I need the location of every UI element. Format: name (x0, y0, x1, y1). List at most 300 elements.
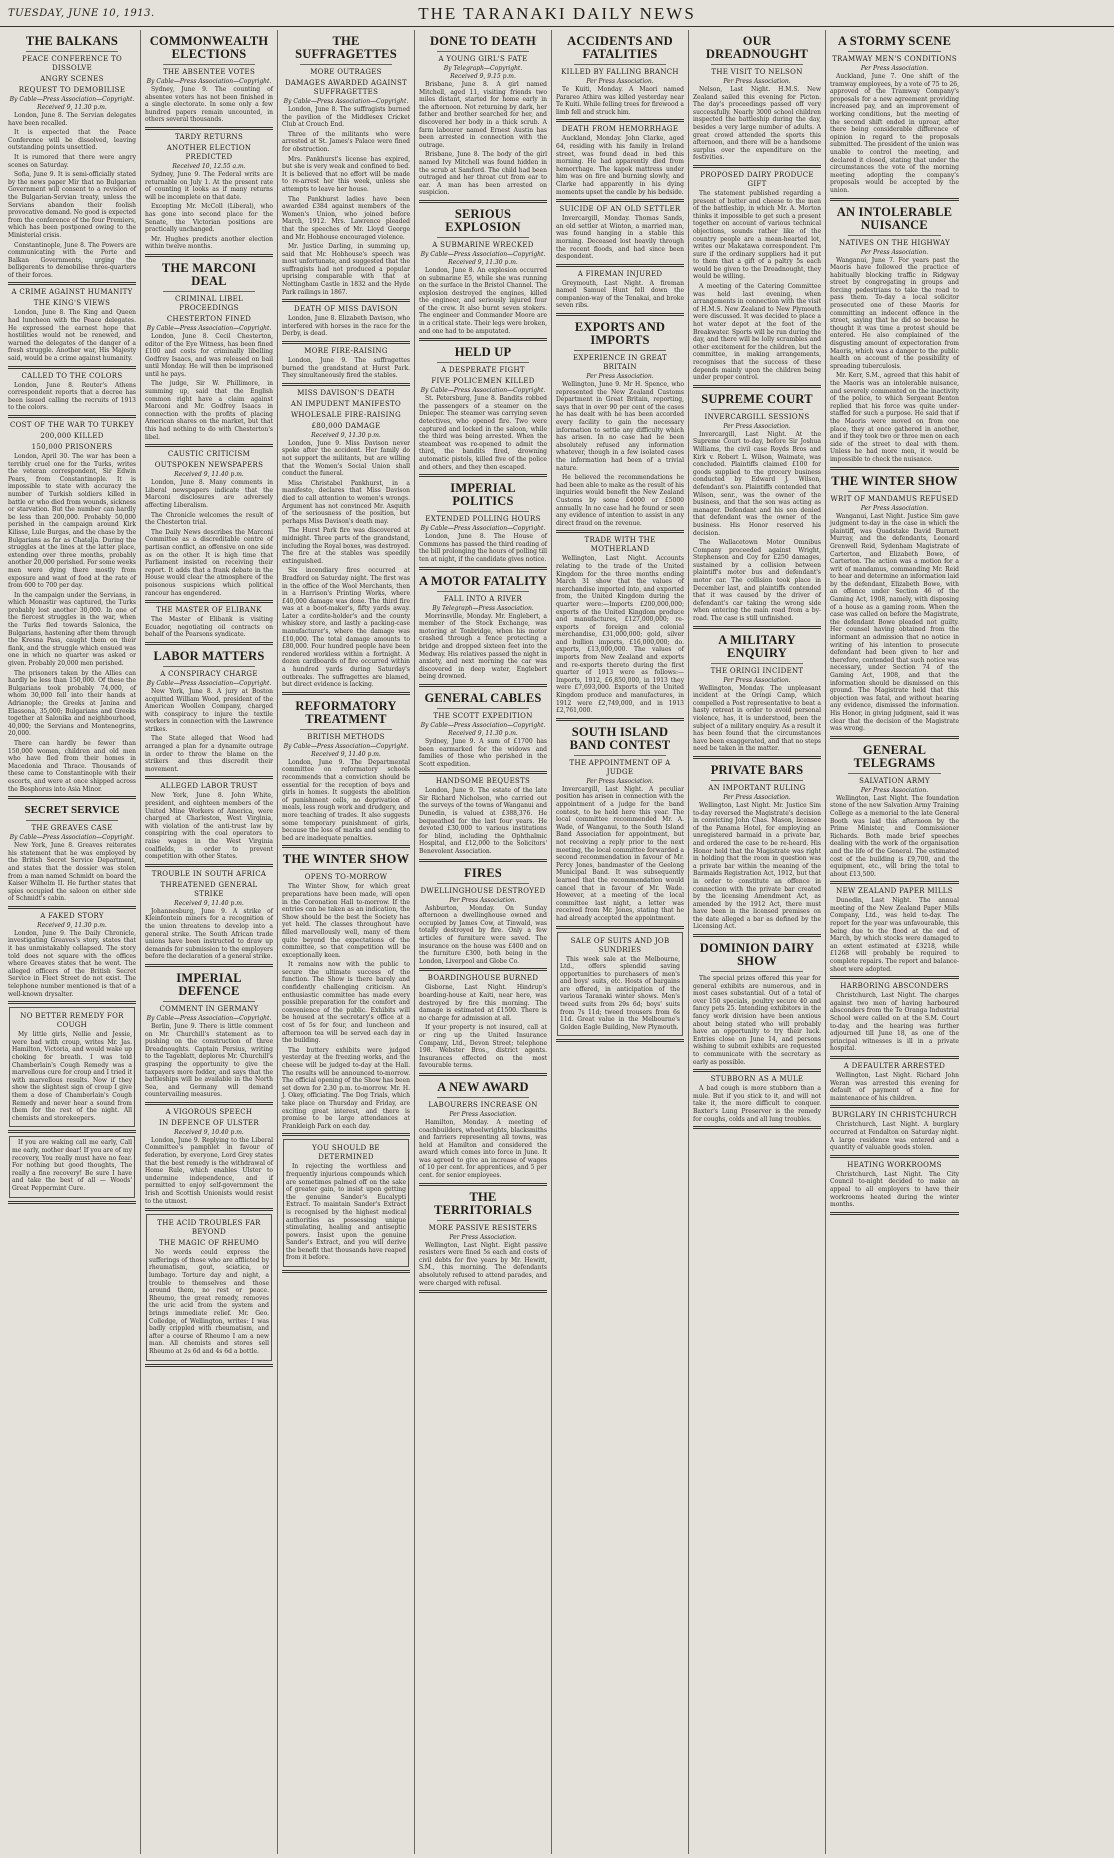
paragraph: A meeting of the Catering Committee was held last evening, when arrangements in connection with the visit of H.M.S. New Zealand to New Plymouth were discussed. It was decided to place a hot water depot at the foot of the Breakwater. Sports will be run during the day, and there will be lolly scrambles and other excitement for the children, but the committee, in making arrangements, recognises that the success of these depends mainly upon the children being under proper control. (693, 283, 821, 382)
article-divider (419, 338, 547, 341)
paragraph: If you are waking call me early, Call me early, mother dear! If you are of my recovery, You really must have no fear. For nothing but good thoughts, The really a fine recovery! Be sure I have and take the best of all — Woods' Great Peppermint Cure. (12, 1139, 132, 1192)
subheading: MISS DAVISON'S DEATH (297, 388, 395, 397)
headline-rule (437, 591, 529, 592)
article (693, 634, 821, 753)
paragraph: London, June 8. Elizabeth Davison, who interfered with horses in the race for the Derby, is dead. (282, 315, 410, 338)
paragraph: Sydney, June 9. A sum of £1700 has been earmarked for the widows and families of those who perished in the Scott expedition. (419, 737, 547, 768)
news-columns (4, 30, 1110, 1854)
paragraph: Sydney, June 9. The Federal writs are returnable on July 1. At the present rate of counting it looks as if many returns will be incomplete on that date. (145, 170, 273, 201)
article-divider (556, 313, 684, 316)
article-divider (693, 756, 821, 759)
headline-rule (437, 883, 529, 884)
paragraph: Berlin, June 9. There is little comment on Mr. Churchill's statement as to pushing on the construction of three Dreadnoughts. Captain Persius, writing to the Tageblatt, deplores Mr. Churchill's grasping the opportunity to give the taxpayers more fodder, and says that the battleships will be available in the North Sea, and Germany will demand countervailing measures. (145, 1022, 273, 1099)
paragraph: Dunedin, Last Night. The annual meeting of the New Zealand Paper Mills Company, Ltd., was held to-day. The report for the year was unfavourable, this being due to the flood at the end of March, by which stocks were damaged to an extent estimated at £3218, while £1268 will probably be required to complete repairs. The report and balance-sheet were adopted. (830, 897, 959, 973)
paragraph: Brisbane, June 8. A girl named Mitchell, aged 11, visiting friends two miles distant, started for home early in the afternoon. Not returning by dark, her father and brother searched for her, and discovered her body in a thick scrub. A farm labourer named Ernest Austin has been arrested in connection with the outrage. (419, 81, 547, 149)
article (8, 421, 136, 793)
article (693, 942, 821, 1066)
headline-rule (300, 869, 392, 870)
article (830, 1161, 959, 1209)
byline: By Cable—Press Association—Copyright. (146, 1014, 272, 1022)
subheading: REQUEST TO DEMOBILISE (18, 86, 126, 94)
subheading: A VIGOROUS SPEECH (165, 1107, 253, 1116)
article (556, 270, 684, 310)
paragraph: Nelson, Last Night. H.M.S. New Zealand sailed this evening for Picton. The day's proceedings passed off very successfully. Nearly 3000 school children inspected the battleship during the day, besides a very large number of adults. A great crowd attended the sports this afternoon, and there will be a handsome surplus over the expenditure on the festivities. (693, 86, 821, 162)
subheading: THE GREAVES CASE (31, 824, 113, 833)
article (830, 1111, 959, 1151)
article-headline: SECRET SERVICE (24, 804, 120, 817)
article-divider (145, 1364, 273, 1367)
article (556, 35, 684, 116)
article (145, 972, 273, 1099)
article-headline: HELD UP (454, 345, 512, 360)
paragraph: A bad cough is more stubborn than a mule. But if you stick to it, and will not take it, the more difficult to conquer. Baxter's Lung Preserver is the remedy for coughs, colds and all lung troubles. (693, 1085, 821, 1123)
paragraph: Johannesburg, June 9. A strike of Kleinfontein miners for a recognition of the union threatens to develop into a general strike. The South African trade unions have been instructed to draw up demands for submission to the employers before the declaration of a general strike. (145, 907, 273, 961)
subheading: THE APPOINTMENT OF A JUDGE (569, 758, 671, 776)
subheading: CHESTERTON FINED (166, 314, 252, 323)
headline-rule (711, 409, 803, 410)
paragraph: Hamilton, Monday. A meeting of coachbuilders, wheelwrights, blacksmiths and farriers representing all towns, was held at Hamilton and considered the award which comes into force in June. It was agreed to give an increase of wages of 10 per cent. for apprentices, and 5 per cent. for senior employees. (419, 1118, 547, 1180)
news-column-6 (689, 30, 826, 1854)
headline-rule (163, 666, 255, 667)
news-column-5 (552, 30, 689, 1854)
article (693, 1075, 821, 1123)
subheading: MORE PASSIVE RESISTERS (428, 1223, 538, 1232)
subheading: THREATENED GENERAL STRIKE (160, 880, 258, 898)
paragraph: No words could express the sufferings of those who are afflicted by rheumatism, gout, sciatica, or lumbago. Torture day and night, a trouble to themselves and those around them, no rest or peace. Rheumo, the great remedy, removes the uric acid from the system and brings immediate relief. Mr. Geo. Colledge, of Wellington, writes: I was badly crippled with rheumatism, and after a course of Rheumo I am a new man. All chemists and stores sell Rheumo at 2s 6d and 4s 6d a bottle. (149, 1249, 269, 1355)
article-headline: A STORMY SCENE (837, 34, 952, 48)
article-divider (830, 467, 959, 470)
article (8, 288, 136, 362)
paragraph: Constantinople, June 8. The Powers are communicating with the Porte and Balkan Governments, urging the belligerents to demobilise three-quarters of their forces. (8, 241, 136, 279)
article-divider (693, 1069, 821, 1072)
subheading: IN DEFENCE OF ULSTER (159, 1118, 259, 1127)
article (830, 982, 959, 1053)
article (419, 346, 547, 471)
subheading: A CONSPIRACY CHARGE (160, 669, 258, 678)
article-divider (556, 718, 684, 721)
byline: Per Press Association. (449, 1233, 517, 1241)
subheading: LABOURERS INCREASE ON (428, 1100, 538, 1109)
article-divider (830, 1212, 959, 1215)
subheading: ANGRY SCENES (40, 75, 104, 83)
article-divider (419, 859, 547, 862)
article-headline: GENERAL TELEGRAMS (853, 742, 936, 770)
byline: By Cable—Press Association—Copyright. (420, 387, 546, 395)
paragraph: London, June 8. The King and Queen had luncheon with the Peace delegates. He expressed the earnest hope that hostilities would not be renewed, and warned the delegates of the danger of a fresh struggle. Another war, His Majesty said, would be a crime against humanity. (8, 309, 136, 363)
byline: By Cable—Press Association—Copyright. (283, 742, 409, 750)
article-divider (282, 383, 410, 386)
subheading: YOU SHOULD BE DETERMINED (312, 1144, 380, 1162)
article-divider (830, 736, 959, 739)
news-column-2 (141, 30, 278, 1854)
paragraph: London, June 8. Many comments in Liberal newspapers indicate that the Marconi disclosures are adversely affecting Liberalism. (145, 479, 273, 509)
article (145, 870, 273, 961)
article-divider (830, 976, 959, 979)
article (830, 35, 959, 195)
article-headline: COMMONWEALTH ELECTIONS (149, 34, 269, 61)
newspaper-title: THE TARANAKI DAILY NEWS (418, 4, 696, 23)
news-column-4 (415, 30, 552, 1854)
paragraph: The special prizes offered this year for general exhibits are numerous, and in most cases substantial. Out of a total of over 150 specials, poultry secure 40 and fancy pets 25. Intending exhibitors in the fancy work division have been anxious about being stated who will probably have an opportunity to try their luck. Entries close on June 14, and persons wishing to submit exhibits are requested to communicate with the secretary as early as possible. (693, 975, 821, 1066)
article (282, 700, 410, 843)
paragraph: The Winter Show, for which great preparations have been made, will open in the Coronation Hall to-morrow. If the entries can be taken as an indication, the Show should be the best the Society has yet held. The classes throughout have filled marvellously well, many of them quite beyond the expectations of the committee, so that competition will be exceptionally keen. (282, 883, 410, 959)
byline: Per Press Association. (860, 248, 929, 256)
headline-rule (848, 51, 941, 52)
paragraph: Invercargill, Monday. Thomas Sands, an old settler at Winton, a married man, was found hanging in a stable this morning. Deceased lost heavily through the recent floods, and had since been despondent. (556, 215, 684, 261)
received-time: Received 9, 10.40 p.m. (174, 1128, 244, 1136)
subheading: £80,000 DAMAGE (311, 421, 381, 430)
subheading: A FAKED STORY (40, 911, 104, 920)
article-divider (145, 776, 273, 779)
article-divider (145, 1102, 273, 1105)
headline-rule (437, 51, 529, 52)
article-headline: ACCIDENTS AND FATALITIES (567, 34, 673, 61)
article (145, 35, 273, 124)
headline-rule (437, 708, 529, 709)
headline-rule (437, 1097, 529, 1098)
paragraph: Wellington, Last Night. Richard John Weran was arrested this evening for default of payment of a fine for maintenance of his children. (830, 1071, 959, 1102)
article-divider (8, 282, 136, 285)
subheading: AN IMPORTANT RULING (708, 783, 806, 792)
paragraph: Wellington, Last Night. The foundation stone of the new Salvation Army Training College as a memorial to the late General Booth was laid this afternoon by the Prime Minister, and Commissioner Richards. Both made brief speeches dealing with the work of the organisation and the life of the General. The estimated cost of the building is £9,700, and the equipment, etc., will bring the total to about £13,500. (830, 794, 959, 878)
article (830, 475, 959, 733)
article-divider (556, 530, 684, 533)
article-headline: A NEW AWARD (437, 1079, 529, 1094)
byline: By Cable—Press Association—Copyright. (9, 96, 135, 103)
article-headline: EXPORTS AND IMPORTS (574, 320, 666, 348)
article (556, 726, 684, 923)
paragraph: The Daily News describes the Marconi Committee as a discreditable centre of partisan conflict, an offensive on one side as on the other. It is high time that Parliament insisted on receiving their report. It adds that a frank debate in the House would clear the atmosphere of the poisonous suspicions which political rancour has engendered. (145, 528, 273, 597)
paragraph: The Pankhurst ladies have been awarded £384 against members of the Women's Union, who joined before March, 1912. Mrs. Lawrence pleaded that the speeches of Mr. Lloyd George and Mr. Hobhouse encouraged violence. (282, 195, 410, 241)
paragraph: It is rumored that there were angry scenes on Saturday. (8, 153, 136, 169)
paragraph: New York, June 8. John White, president, and eighteen members of the United Mine Workers of America, were charged at Charleston, West Virginia, with violation of the anti-trust law by conspiring with the coal operators to raise wages in the West Virginia coalfields, in order to prevent competition with other States. (145, 792, 273, 861)
paragraph: Invercargill, Last Night. At the Supreme Court to-day, before Sir Joshua Williams, the civil case Royds Bros and Kirk v. Robert L. Wilson, Waimate, was concluded. Plaintiffs claimed £100 for goods supplied to the grocery business conducted by Edward J. Wilson, defendant's son. Plaintiffs contended that Wilson, senr., was the owner of the business, and that the son was acting as manager. Defendant and his son denied that defendant was the owner of the business. His Honor reserved his decision. (693, 430, 821, 537)
article (419, 777, 547, 855)
article (830, 206, 959, 464)
article-divider (419, 474, 547, 477)
article (419, 974, 547, 1070)
article-divider (419, 771, 547, 774)
masthead (0, 0, 1114, 27)
byline: By Cable—Press Association—Copyright. (420, 525, 546, 533)
paragraph: Gisborne, Last Night. Hindrup's boarding-house at Kaiti, near here, was destroyed by fire this morning. The damage is estimated at £1500. There is no charge for admission at all. (419, 984, 547, 1022)
article-headline: THE MARCONI DEAL (161, 260, 257, 288)
article-divider (145, 254, 273, 257)
article-headline: LABOR MATTERS (153, 648, 265, 663)
advertisement (557, 932, 683, 1037)
article (8, 912, 136, 998)
advertisement (9, 1007, 135, 1127)
subheading: NATIVES ON THE HIGHWAY (838, 238, 951, 247)
subheading: 200,000 KILLED (40, 432, 104, 440)
subheading: MORE OUTRAGES (310, 68, 382, 76)
paragraph: He believed the recommendations he had been able to make as the result of his inquiries would benefit the New Zealand Customs by some £4000 or £5000 annually. In no case had he found or seen any evidence of intention to assist in any direct fraud on the revenue. (556, 474, 684, 527)
paragraph: London, June 8. An explosion occurred on submarine E5, while she was running on the surface in the Bristol Channel. The explosion destroyed the engines, killed the engineer, and seriously injured four of the crew. It also burnt seven stokers. The engineer and Commander Moore are in a critical state. Their legs were broken, and one had to be amputated. (419, 266, 547, 335)
article-headline: THE TERRITORIALS (433, 1189, 533, 1217)
subheading: DWELLINGHOUSE DESTROYED (420, 886, 546, 895)
paragraph: My little girls, Nellie and Jessie, were bad with croup, writes Mr. Jas. Hamilton, Victoria, and would wake up choking for breath. I was told Chamberlain's Cough Remedy was a marvellous cure for croup and I tried it with marvellous results. Now if they show the slightest sign of croup I give them a dose of Chamberlain's Cough Remedy and never hear a sound from them for the rest of the night. All chemists and storekeepers. (12, 1031, 132, 1122)
paragraph: Wellington, Last Night. Eight passive resisters were fined 5s each and costs of civil debts for five years by Mr. Hewitt, S.M., this morning. The defendants absolutely refused to attend parades, and were charged with refusal. (419, 1241, 547, 1287)
article (419, 482, 547, 563)
article (145, 606, 273, 639)
subheading: A DESPERATE FIGHT (441, 366, 525, 375)
paragraph: There can hardly be fewer than 150,000 women, children and old men who have fled from their homes in Macedonia and Thrace. Thousands of these came to Constantinople with their escorts, and were at once shipped across the Bosphorus into Asia Minor. (8, 739, 136, 793)
subheading: TRAMWAY MEN'S CONDITIONS (832, 55, 957, 63)
paragraph: Invercargill, Last Night. A peculiar position has arisen in connection with the appointment of a judge for the band contest, to be held here this year. The local committee recommended Mr. A. Wade, of Wanganui, to the South Island Band Association for appointment, but not receiving a reply prior to the next meeting, the local committee forwarded a second recommendation in favour of Mr. Percy Jones, bandmaster of the Geelong Municipal Band. It was subsequently learned that the recommendation would cancel that in favour of Mr. Wade. However, at a meeting of the local committee last night, a letter was received from Mr. Jones, stating that he had already accepted the appointment. (556, 785, 684, 922)
article-divider (419, 684, 547, 687)
byline: Per Press Association. (723, 676, 791, 684)
subheading: ANOTHER ELECTION PREDICTED (166, 143, 252, 161)
subheading: TRADE WITH THE MOTHERLAND (584, 536, 656, 554)
paragraph: London, June 9. The Departmental committee on reformatory schools recommends that a conviction should be essential for the reception of boys and girls in homes. It suggests the abolition of punishment cells, no deprivation of meals, less rough work and drudgery, and more teaching of trades. It also suggests some temporary punishment of girls, because the loss of marks and sending to bed are inadequate penalties. (282, 758, 410, 842)
paragraph: Wellington, Last Night. Accounts relating to the trade of the United Kingdom for the three months ending March 31 show that the values of merchandise imported into, and exported from, the United Kingdom during the quarter were:—Imports £200,000,000; exports of the United Kingdom produce and manufactures, £127,000,000; re-exports of foreign and colonial merchandise, £31,000,000; gold, silver and bullion imports, £16,000,000; do. exports, £13,000,000. The values of imports from New Zealand and exports and re-exports thereto during the first quarter of 1913 were as follows:—Imports, 1912, £6,850,000, in 1913 they were £7,693,000. Exports of the United Kingdom produce and manufactures, in 1912 were £2,749,000, and in 1913 £2,761,000. (556, 555, 684, 715)
paragraph: Mr. Justice Darling, in summing up, said that Mr. Hobhouse's speech was most unfortunate, and suggested that the suffragists had not produced a popular uprising comparable with that at Nottingham Castle in 1832 and the Hyde Park railings in 1867. (282, 243, 410, 296)
article-divider (693, 626, 821, 629)
news-column-1 (4, 30, 141, 1854)
article (8, 372, 136, 412)
article (693, 764, 821, 931)
subheading: THE MASTER OF ELIBANK (156, 606, 262, 615)
article (556, 536, 684, 714)
headline-rule (437, 362, 529, 363)
paragraph: Auckland, Monday. John Clarke, aged 64, residing with his family in Ireland street, was found dead in bed this morning. He had apparently died from hemorrhage. The kapok mattress under him was on fire and burning slowly, and Clarke had apparently in his dying moments upset the candle by his bedside. (556, 135, 684, 196)
byline: Per Press Association. (860, 504, 929, 512)
byline: Per Press Association. (586, 78, 654, 85)
subheading: CRIMINAL LIBEL PROCEEDINGS (175, 294, 243, 312)
article-headline: THE BALKANS (25, 34, 119, 48)
paragraph: Auckland, June 7. One shift of the tramway employees, by a vote of 75 to 26, approved of the Tramway Company's proposals for a new agreement providing increased pay, and an improvement of working conditions, but the meeting of the second shift ended in uproar, after there being considerable difference of opinion in regard to the proposals submitted. The president of the union was unable to control the meeting, and declared it closed, stating that under the circumstances the vote of the morning meeting adopting the company's proposals would be accepted by the union. (830, 73, 959, 194)
article-divider (556, 199, 684, 202)
paragraph: In rejecting the worthless and frequently injurious compounds which are sometimes palmed off on the sake of greater gain, to insist upon getting the genuine Sander's Eucalypti Extract. To maintain Sander's Extract is recognised by the highest medical authorities as possessing unique stimulating, healing and antiseptic powers. Insist upon the genuine Sander's Extract, and you will derive the benefit that thousands have reaped from it before. (286, 1163, 406, 1262)
paragraph: Wellington, Last Night. Mr. Justice Sim to-day reversed the Magistrate's decision in convicting John Chas. Mason, licensee of the Panama Hotel, for employing an unregistered barmaid in a private bar, and ordered the case to be re-heard. His Honor held that the Magistrate was right in holding that the room in question was a private bar within the meaning of the Barmaids Registration Act, 1912, but that in order to constitute an offence in connection with the private bar created by the licensing Amendment Act, as amended by the 1912 Act, there must have been in the licensed premises on the date alleged a bar as defined by the Licensing Act. (693, 801, 821, 931)
article (282, 347, 410, 380)
issue-date: TUESDAY, JUNE 10, 1913. (8, 8, 155, 19)
article-headline: GENERAL CABLES (424, 690, 542, 705)
article (693, 35, 821, 162)
paragraph: Wanganui, Last Night. Justice Sim gave judgment to-day in the case in which the plaintiff, was Quadstake David Burnett Murray, and the defendants, Leonard Grenwell Reid, Sydenham Magistrate of Carterton, and Elizabeth Bowe, of Carterton. The action was a motion for a writ of mandamus, commanding Mr. Reid to hear and determine an information laid by the defendant, Elizabeth Bowe, with an offence under Section 46 of the Gaming Act, 1908, namely, with disposing of a house as a gaming room. When the case was called on before the Magistrate, the defendant Bowe pleaded not guilty. Her counsel having obtained from the informant an admission that no notice in writing of his intention to prosecute defendant had been given to her and therefore, contended that such notice was necessary, under Section 74 of the Gaming Act, 1908, and that the information should be dismissed on this ground. The Magistrate held that this objection was fatal, and without hearing any evidence, dismissed the information. His Honor, in giving judgment, said it was clear that the decision of the Magistrate was wrong. (830, 512, 959, 733)
article-headline: SOUTH ISLAND BAND CONTEST (569, 724, 671, 752)
subheading: BURGLARY IN CHRISTCHURCH (832, 1111, 957, 1120)
article (8, 804, 136, 903)
paragraph: Sofia, June 9. It is semi-officially stated by the news paper Mir that no Bulgarian Government will consent to a revision of the Bulgarian-Servian treaty, unless the Servians abandon their foolish provocative demand. No good is expected from the conference of the four Premiers, which has been postponed owing to the Ministerial crisis. (8, 171, 136, 239)
paragraph: Te Kuiti, Monday. A Maori named Parareo Athira was killed yesterday near Te Kuiti. While felling trees for firewood a limb fell and struck him. (556, 86, 684, 116)
subheading: 150,000 PRISONERS (31, 443, 113, 451)
article (145, 450, 273, 597)
paragraph: Miss Christabel Pankhurst, in a manifesto, declares that Miss Davison died to call attention to women's wrongs. Argument has not convinced Mr. Asquith of the seriousness of the position, but perhaps Miss Davison's death may. (282, 479, 410, 525)
byline: By Cable—Press Association—Copyright. (146, 78, 272, 85)
headline-rule (711, 663, 803, 664)
paragraph: London, June 9. The suffragettes burned the grandstand at Hurst Park. They simultaneously fired the stables. (282, 357, 410, 380)
paragraph: Wellington, Monday. The unpleasant incident at the Oringi Camp, which compelled a Post representative to beat a hasty retreat in order to avoid personal violence, has, it is understood, been the subject of a military enquiry. As a result it has been found that the circumstances have been exaggerated, and that no steps need be taken in the matter. (693, 684, 821, 753)
subheading: A SUBMARINE WRECKED (432, 240, 534, 249)
paragraph: London, June 9. Replying to the Liberal Committee's pamphlet in favour of federation, by everyone, Lord Grey states that the best remedy is the withdrawal of Home Rule, which enables Ulster to undermine independence, and if permitted to enjoy self-government the Irish and Scottish Unionists would resist to the utmost. (145, 1136, 273, 1205)
subheading: DAMAGES AWARDED AGAINST SUFFRAGETTES (284, 79, 408, 96)
article-headline: IMPERIAL DEFENCE (176, 970, 242, 998)
subheading: FALL INTO A RIVER (443, 594, 523, 603)
article (419, 1191, 547, 1288)
paragraph: Mr. Kerr, S.M., agreed that this habit of the Maoris was an intolerable nuisance, and severely commented on the inactivity of the police, to which Sergeant Benton replied that his force was quite under-staffed for such a purpose. He said that if the Maoris were moved on from one place, they at once gathered in another, and if they took two or three men on each side of the street to deal with them. Unless he had more men, it would be impossible to check the nuisance. (830, 372, 959, 463)
subheading: THE ORINGI INCIDENT (710, 666, 804, 675)
subheading: CALLED TO THE COLORS (21, 371, 123, 380)
article (419, 1081, 547, 1180)
paragraph: Brisbane, June 8. The body of the girl named Ivy Mitchell was found hidden in the scrub at Samford. The child had been outraged and her throat cut from ear to ear. A man has been arrested on suspicion. (419, 151, 547, 197)
paragraph: Ashburton, Monday. On Sunday afternoon a dwellinghouse owned and occupied by James Cow, at Tinwald, was totally destroyed by fire. Only a few articles of furniture were saved. The insurance on the house was £400 and on the furniture £300, both being in the London, Liverpool and Globe Co. (419, 904, 547, 965)
subheading: EXTENDED POLLING HOURS (425, 515, 541, 524)
subheading: A FIREMAN INJURED (577, 269, 663, 278)
article-divider (556, 119, 684, 122)
subheading: A YOUNG GIRL'S FATE (438, 55, 528, 63)
article (419, 208, 547, 335)
article-divider (145, 964, 273, 967)
received-time: Received 9, 11.30 p.m. (311, 431, 381, 439)
subheading: THE KING'S VIEWS (33, 299, 111, 308)
article-divider (693, 165, 821, 168)
subheading: THE SCOTT EXPEDITION (433, 711, 533, 720)
article-divider (830, 1155, 959, 1158)
article (419, 575, 547, 681)
headline-rule (574, 755, 666, 756)
advertisement (283, 1139, 409, 1267)
article-divider (693, 1126, 821, 1129)
article (556, 205, 684, 261)
article-divider (8, 796, 136, 799)
byline: By Cable—Press Association—Copyright. (146, 679, 272, 687)
article-divider (419, 567, 547, 570)
article-divider (419, 200, 547, 203)
article (419, 692, 547, 768)
article-divider (145, 1208, 273, 1211)
headline-rule (163, 291, 255, 292)
received-time: Received 10, 12.55 a.m. (172, 162, 246, 170)
byline: By Cable—Press Association—Copyright. (420, 250, 546, 258)
paragraph: The State alleged that Wood had arranged a plan for a dynamite outrage in order to throw the blame on the strikers and thus discredit their movement. (145, 735, 273, 773)
paragraph: Three of the militants who were arrested at St. James's Palace were fined for obstruction. (282, 130, 410, 153)
article-headline: FIRES (464, 865, 502, 880)
subheading: AN IMPUDENT MANIFESTO (290, 399, 402, 408)
paragraph: New York, June 8. A jury at Boston acquitted William Wood, president of the American Woollen Company, charged with conspiracy to injure the textile workers in connection with the Lawrence strikes. (145, 687, 273, 733)
advertisement (146, 1214, 272, 1360)
article-divider (145, 600, 273, 603)
article-headline: AN INTOLERABLE NUISANCE (836, 204, 953, 232)
byline: Per Press Association. (860, 786, 929, 794)
subheading: ALLEGED LABOR TRUST (160, 782, 258, 791)
paragraph: London, June 8. Cecil Chesterton, editor of the Eye Witness, has been fined £100 and costs for criminally libelling Godfrey Isaacs, and was released on bail until Monday. He will then be imprisoned until he pays. (145, 332, 273, 378)
paragraph: Mrs. Pankhurst's license has expired, but she is very weak and confined to bed. It is believed that no effort will be made to re-arrest her this week, unless she attempts to leave her house. (282, 155, 410, 193)
advertisement (9, 1136, 135, 1197)
byline: Per Press Association. (860, 65, 929, 72)
received-time: Received 9, 11.30 p.m. (448, 258, 518, 266)
paragraph: This week sale at the Melbourne, Ltd., offers splendid saving opportunities to purchasers of men's and boys' suits, etc. Hosts of bargains are offered, in anticipation of the various Taranaki winter shows. Men's tweed suits from 29s 6d; boys' suits from 7s 11d; tweed trousers from 6s 11d. Great value in the Melbourne's Golden Eagle Building, New Plymouth. (560, 955, 680, 1031)
news-column-7 (826, 30, 963, 1854)
subheading: WRIT OF MANDAMUS REFUSED (830, 494, 959, 503)
headline-rule (437, 237, 529, 238)
byline: Per Press Association. (449, 896, 517, 904)
paragraph: London, June 8. The Servian delegates have been recalled. (8, 112, 136, 127)
paragraph: The Hurst Park fire was discovered at midnight. Three parts of the grandstand, including the Royal boxes, was destroyed. The fire at the stables was speedily extinguished. (282, 527, 410, 565)
paragraph: London, June 8. Reuter's Athens correspondent reports that a decree has been issued calling the recruits of 1913 to the colors. (8, 381, 136, 412)
byline: Per Press Association. (723, 78, 791, 85)
paragraph: London, June 9. Miss Davison never spoke after the accident. Her family do not support the militants, but are willing that the Women's Social Union shall conduct the funeral. (282, 439, 410, 478)
subheading: PROPOSED DAIRY PRODUCE GIFT (700, 170, 814, 188)
article-divider (419, 1183, 547, 1186)
paragraph: The prisoners taken by the Allies can hardly be less than 150,000. Of these the Bulgarians took probably 74,000, of whom 30,000 fell into their hands at Adrianople; the Greeks at Janina and Elassona, 35,000; Bulgarians and Greeks together at Salonika and neighbourhood, 40,000; the Servians and Montenegrins, 20,000. (8, 669, 136, 738)
headline-rule (711, 780, 803, 781)
article-divider (556, 1039, 684, 1042)
paragraph: London, June 8. The House of Commons has passed the third reading of the bill prolonging the hours of polling till ten at night, if the candidate gives notice. (419, 533, 547, 563)
article-divider (830, 1105, 959, 1108)
article (145, 262, 273, 441)
subheading: OUTSPOKEN NEWSPAPERS (154, 461, 264, 470)
article (282, 389, 410, 689)
paragraph: The buttery exhibits were judged yesterday at the freezing works, and the cheese will be judged to-day at the Hall. The results will be announced to-morrow. The official opening of the Show has been set down for 2.30 p.m. to-morrow. Mr. H. J. Okey, officiating. The Dog Trials, which take place on Thursday and Friday, are exciting great interest, and there is promise to be large attendances at Frankleigh Park on each day. (282, 1046, 410, 1130)
article (556, 125, 684, 196)
article-headline: THE WINTER SHOW (282, 852, 410, 867)
headline-rule (848, 491, 941, 492)
subheading: OPENS TO-MORROW (304, 873, 388, 882)
headline-rule (711, 64, 803, 65)
subheading: COMMENT IN GERMANY (159, 1004, 259, 1013)
subheading: THE ACID TROUBLES FAR BEYOND (157, 1219, 261, 1237)
subheading: BRITISH METHODS (307, 732, 385, 741)
byline: By Cable—Press Association—Copyright. (420, 721, 546, 729)
subheading: THE VISIT TO NELSON (711, 68, 803, 76)
paragraph: The Chronicle welcomes the result of the Chesterton trial. (145, 511, 273, 527)
article-divider (145, 642, 273, 645)
received-time: Received 9, 11.30 p.m. (37, 921, 107, 929)
article-headline: A MOTOR FATALITY (419, 573, 547, 588)
headline-rule (163, 64, 255, 65)
paragraph: The judge, Sir W. Phillimore, in summing up, said that the English common right have a claim against Marconi and Mr. Godfrey Isaacs in connection with the profits of placing American shares on the market, but that this had nothing to do with Chesterton's libel. (145, 380, 273, 441)
article-divider (145, 127, 273, 130)
paragraph: It is expected that the Peace Conference will be dissolved, leaving outstanding points unsettled. (8, 129, 136, 152)
paragraph: Christchurch, Last Night. A burglary occurred at Fendalton on Saturday night. A large residence was entered and a quantity of valuable goods stolen. (830, 1121, 959, 1152)
article (145, 782, 273, 860)
headline-rule (711, 971, 803, 972)
article (556, 321, 684, 527)
byline: Per Press Association. (723, 793, 791, 801)
subheading: INVERCARGILL SESSIONS (704, 412, 810, 421)
headline-rule (300, 64, 392, 65)
article-headline: DONE TO DEATH (429, 34, 537, 48)
subheading: BOARDINGHOUSE BURNED (427, 974, 539, 983)
article-divider (419, 1290, 547, 1293)
paragraph: Christchurch, Last Night. The charges against two men of having harboured absconders from the Te Oranga Industrial School were called on at the S.M. Court to-day, and the hearing was further adjourned till June 18, as one of the principal witnesses is ill in a private hospital. (830, 992, 959, 1053)
article-headline: THE WINTER SHOW (831, 473, 958, 488)
article (282, 305, 410, 338)
paragraph: Six incendiary fires occurred at Bradford on Saturday night. The first was in the office of the Wool Merchants, then in a Harrison's Printing Works, where £40,000 damage was done. The third fire was at a boot-maker's, fifty yards away. Later a cordite-holder's and the county whiskey store, and lastly a packing-case manufacturer's, where the damage was £10,000. The total damage amounts to £80,000. Four hundred people have been rendered workless within a fortnight. A dozen cardboards of fire occurred within a hundred yards during Saturday's outbreaks. The suffragettes are blamed, but direct evidence is lacking. (282, 567, 410, 689)
article-divider (8, 366, 136, 369)
article (8, 35, 136, 279)
byline: By Telegraph—Press Association. (432, 604, 534, 612)
paragraph: Sydney, June 9. The counting of absentee voters has not been finished in a single electorate. In some only a few hundred papers remain uncounted, in others several thousands. (145, 86, 273, 124)
article-divider (8, 415, 136, 418)
article-divider (830, 881, 959, 884)
byline: Per Press Association. (586, 777, 654, 785)
article-divider (145, 444, 273, 447)
article-divider (8, 1001, 136, 1004)
byline: By Cable—Press Association—Copyright. (146, 324, 272, 332)
subheading: NO BETTER REMEDY FOR COUGH (20, 1012, 124, 1030)
article-divider (145, 864, 273, 867)
article-headline: A MILITARY ENQUIRY (718, 632, 796, 660)
received-time: Received 9, 11.40 p.m. (174, 471, 244, 479)
article-headline: SUPREME COURT (701, 391, 813, 406)
subheading: PEACE CONFERENCE TO DISSOLVE (21, 55, 123, 72)
paragraph: If your property is not insured, call at or ring up the United Insurance Company, Ltd., Devon Street; telephone 198. Webster Bros., district agents. Insurances effected on the most favourable terms. (419, 1024, 547, 1070)
article-divider (8, 906, 136, 909)
subheading: A DEFAULTER ARRESTED (843, 1061, 946, 1070)
article-divider (282, 299, 410, 302)
